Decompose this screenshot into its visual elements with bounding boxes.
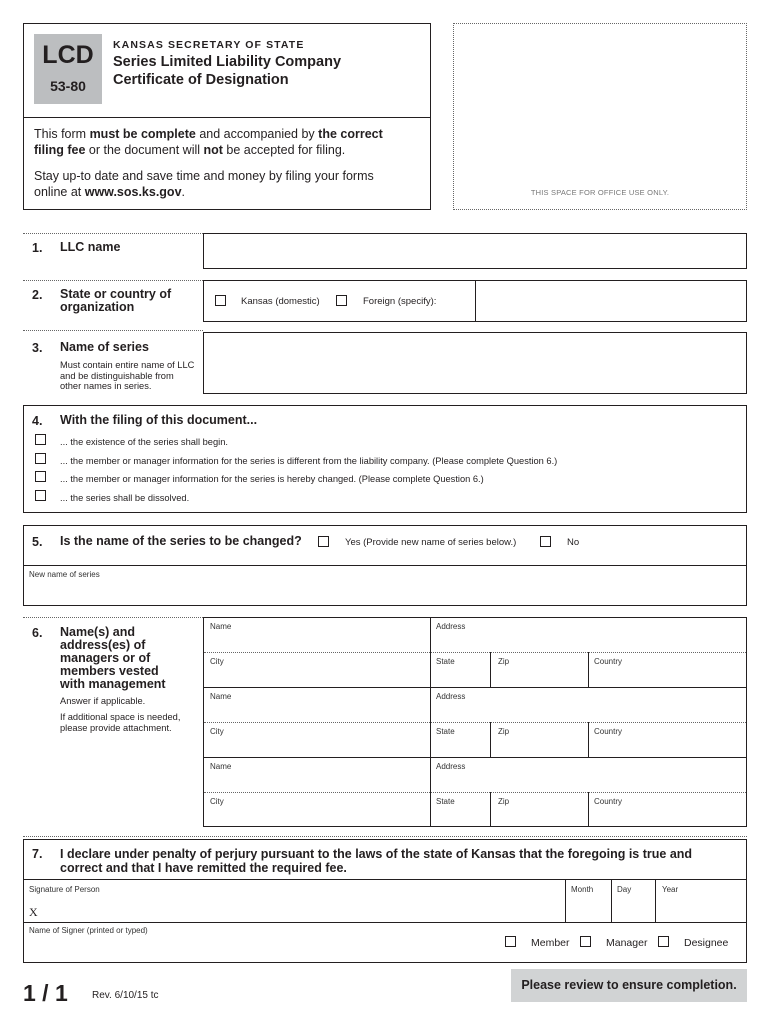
manager-role-label: Manager <box>606 937 648 949</box>
q6-note-applicable: Answer if applicable. <box>60 696 146 706</box>
manager3-country-label: Country <box>594 797 623 806</box>
form-number: 53-80 <box>50 78 86 94</box>
manager2-country-label: Country <box>594 727 623 736</box>
manager1-city-label: City <box>210 657 224 666</box>
name-change-yes-label: Yes (Provide new name of series below.) <box>345 537 517 548</box>
manager3-name-label: Name <box>210 762 232 771</box>
manager3-state-label: State <box>436 797 455 806</box>
manager-role-checkbox[interactable] <box>580 936 591 947</box>
office-use-label: THIS SPACE FOR OFFICE USE ONLY. <box>530 188 670 197</box>
member-info-different-label: ... the member or manager information for the series is different from the liability company. (Please complete Question 6.) <box>60 456 558 466</box>
page-indicator: 1 / 1 <box>23 980 68 1006</box>
manager3-address-label: Address <box>436 762 466 771</box>
member-info-different-checkbox[interactable] <box>35 453 46 464</box>
series-dissolved-checkbox[interactable] <box>35 490 46 501</box>
month-label: Month <box>571 885 594 894</box>
manager3-zip-label: Zip <box>498 797 510 806</box>
year-label: Year <box>662 885 679 894</box>
q3-number: 3. <box>32 341 43 355</box>
intro-filing-notice: This form must be complete and accompanied by the correct filing fee or the document will not be accepted for filing. <box>34 127 383 157</box>
q4-number: 4. <box>32 414 43 428</box>
q7-declaration: I declare under penalty of perjury pursuant to the laws of the state of Kansas that the foregoing is true and correct and that I have remitted the required fee. <box>60 847 693 875</box>
foreign-label: Foreign (specify): <box>363 296 437 307</box>
q7-number: 7. <box>32 847 43 861</box>
month-input[interactable] <box>566 895 610 921</box>
q3-label: Name of series <box>60 340 149 354</box>
q5-number: 5. <box>32 535 43 549</box>
manager1-country-label: Country <box>594 657 623 666</box>
new-series-name-input[interactable] <box>24 580 746 605</box>
foreign-specify-input[interactable] <box>476 281 746 321</box>
q6-number: 6. <box>32 626 43 640</box>
sos-website-link[interactable]: www.sos.ks.gov <box>84 185 182 199</box>
signer-name-label: Name of Signer (printed or typed) <box>29 926 148 935</box>
q2-number: 2. <box>32 288 43 302</box>
form-title-line1: Series Limited Liability Company <box>113 54 342 70</box>
form-title-line2: Certificate of Designation <box>113 72 289 88</box>
office-use-area <box>453 23 747 210</box>
manager2-address-label: Address <box>436 692 466 701</box>
manager1-address-label: Address <box>436 622 466 631</box>
series-begin-label: ... the existence of the series shall begin. <box>60 437 228 447</box>
llc-name-input[interactable] <box>203 233 747 269</box>
year-input[interactable] <box>656 895 746 921</box>
q6-label: Name(s) and address(es) of managers or of members vested with management <box>60 625 166 691</box>
manager2-city-label: City <box>210 727 224 736</box>
signature-label: Signature of Person <box>29 885 100 894</box>
new-series-name-label: New name of series <box>29 570 100 579</box>
manager1-zip-label: Zip <box>498 657 510 666</box>
header-divider <box>23 117 431 118</box>
member-role-label: Member <box>531 937 570 949</box>
manager1-state-label: State <box>436 657 455 666</box>
day-input[interactable] <box>612 895 654 921</box>
agency-name: KANSAS SECRETARY OF STATE <box>113 39 305 51</box>
signer-name-input[interactable] <box>24 936 494 962</box>
designee-role-checkbox[interactable] <box>658 936 669 947</box>
q4-label: With the filing of this document... <box>60 413 258 427</box>
signature-input[interactable] <box>42 892 562 920</box>
revision-label: Rev. 6/10/15 tc <box>92 990 159 1001</box>
manager3-city-label: City <box>210 797 224 806</box>
name-change-yes-checkbox[interactable] <box>318 536 329 547</box>
q3-note: Must contain entire name of LLC and be distinguishable from other names in series. <box>60 360 195 391</box>
q6-note-attachment: If additional space is needed, please provide attachment. <box>60 712 181 733</box>
member-role-checkbox[interactable] <box>505 936 516 947</box>
designee-role-label: Designee <box>684 937 729 949</box>
series-begin-checkbox[interactable] <box>35 434 46 445</box>
kansas-domestic-checkbox[interactable] <box>215 295 226 306</box>
name-change-no-label: No <box>567 537 580 548</box>
foreign-checkbox[interactable] <box>336 295 347 306</box>
review-button[interactable]: Please review to ensure completion. <box>511 969 747 1002</box>
member-info-changed-label: ... the member or manager information for the series is hereby changed. (Please complete Question 6.) <box>60 474 484 484</box>
day-label: Day <box>617 885 632 894</box>
q5-label: Is the name of the series to be changed? <box>60 534 302 548</box>
manager2-state-label: State <box>436 727 455 736</box>
signature-mark: X <box>29 905 38 919</box>
manager2-zip-label: Zip <box>498 727 510 736</box>
series-name-input[interactable] <box>203 332 747 394</box>
q1-number: 1. <box>32 241 43 255</box>
manager1-name-label: Name <box>210 622 232 631</box>
series-dissolved-label: ... the series shall be dissolved. <box>60 493 190 503</box>
intro-online-notice: Stay up-to date and save time and money by filing your forms online at www.sos.ks.gov. <box>34 169 374 199</box>
name-change-no-checkbox[interactable] <box>540 536 551 547</box>
q1-label: LLC name <box>60 240 121 254</box>
member-info-changed-checkbox[interactable] <box>35 471 46 482</box>
form-code: LCD <box>42 41 94 69</box>
manager2-name-label: Name <box>210 692 232 701</box>
kansas-domestic-label: Kansas (domestic) <box>241 296 320 307</box>
q2-label: State or country of organization <box>60 287 172 314</box>
